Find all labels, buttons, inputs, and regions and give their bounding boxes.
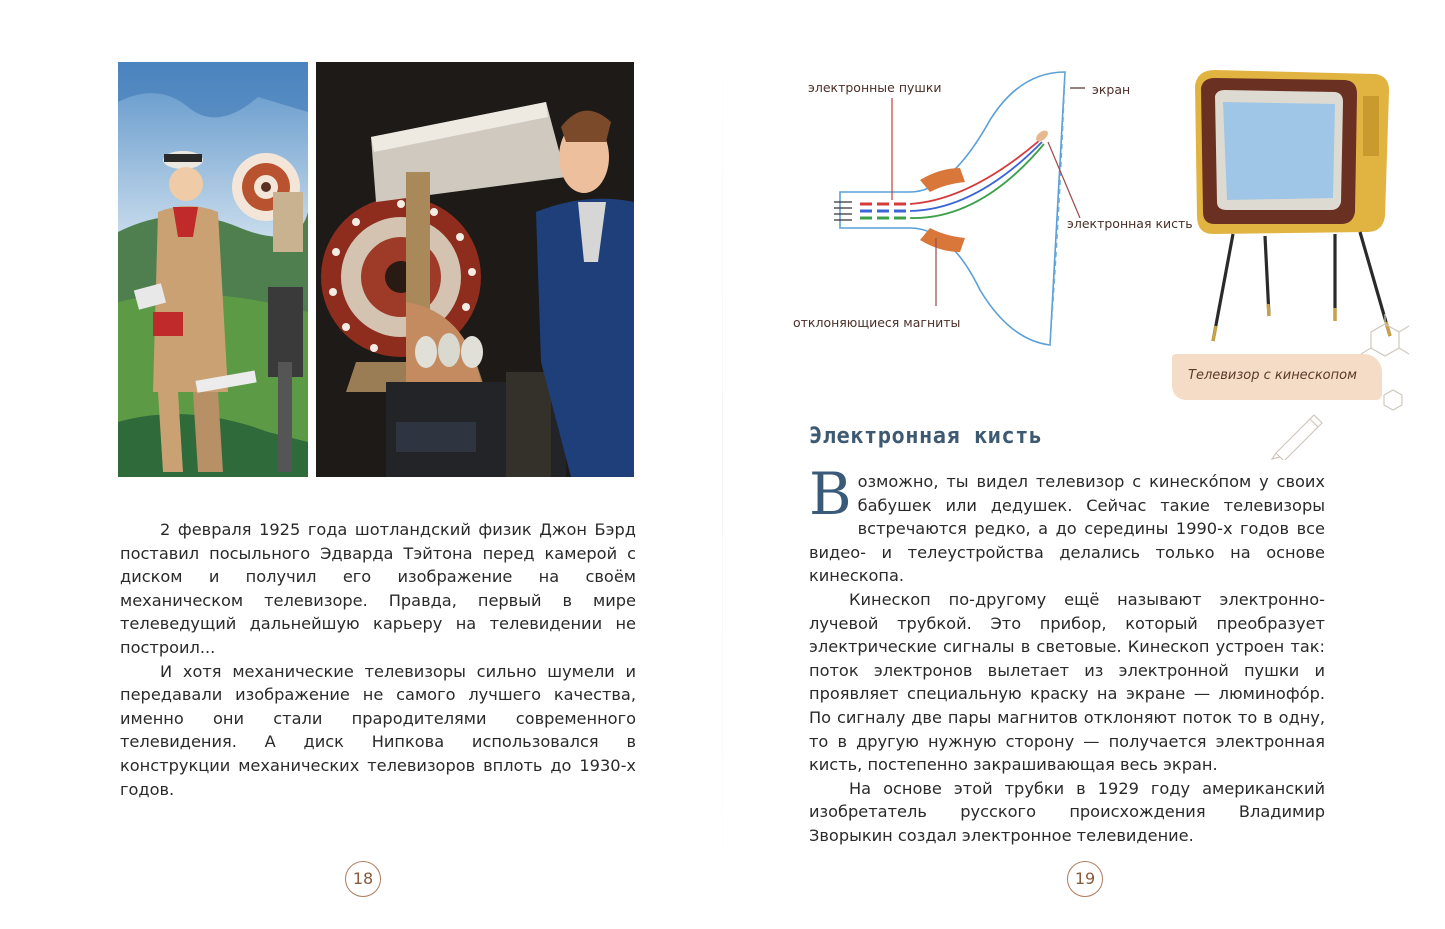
paragraph-first [809, 460, 1325, 588]
right-page-text [809, 460, 1325, 848]
illustration-messenger [118, 62, 308, 477]
label-electron-guns: электронные пушки [808, 80, 942, 95]
tv-caption [1172, 354, 1382, 400]
paragraph: И хотя механические телевизоры сильно шумели и передавали изображение не самого лучшего качества, именно они стали прародителями современного телевидения. А диск Нипкова использовался в конструкции механических телевизоров вплоть до 1930-х годов. [120, 661, 636, 799]
spread-gutter [722, 0, 723, 929]
retro-tv-illustration [1185, 66, 1395, 346]
illustration-baird-apparatus [316, 62, 634, 477]
paragraph: Кинескоп по-другому ещё называют электронно-лучевой трубкой. Это прибор, который преобразует электрические сигналы в световые. Кинескоп устроен так: поток электронов вылетает из электронной пушки и проявляет специальную краску на экране — люминофо́р. По сигналу две пары магнитов отклоняют поток то в одну, то в другую нужную сторону — получается электронная кисть, постепенно закрашивающая весь экран. [809, 589, 1325, 775]
label-deflecting-magnets: отклоняющиеся магниты [793, 315, 961, 330]
paragraph-first-rest: озможно, ты видел телевизор с кинеско́пом у своих бабушек или дедушек. Сейчас такие телевизоры встречаются редко, а до середины 1990-х годов все видео- и телеустройства делались только на основе кинескопа. [809, 472, 1325, 586]
molecule-doodle-icon [1355, 312, 1415, 412]
section-title: Электронная кисть [809, 424, 1043, 449]
paragraph: 2 февраля 1925 года шотландский физик Джон Бэрд поставил посыльного Эдварда Тэйтона перед камерой с диском и получил его изображение на своём механическом телевизоре. Правда, первый в мире телеведущий дальнейшую карьеру на телевидении не построил... [120, 520, 636, 657]
crt-diagram [780, 60, 1210, 360]
label-electron-brush: электронная кисть [1067, 216, 1193, 231]
pencil-doodle-icon [1268, 405, 1328, 460]
label-screen: экран [1092, 82, 1131, 97]
page-number-left: 18 [345, 861, 381, 897]
dropcap: В [809, 460, 852, 528]
paragraph: На основе этой трубки в 1929 году американский изобретатель русского происхождения Владимир Зворыкин создал электронное телевидение. [809, 778, 1325, 845]
left-page-text [120, 518, 636, 801]
page-number-right: 19 [1067, 861, 1103, 897]
tv-caption-text: Телевизор с кинескопом [1188, 368, 1357, 383]
